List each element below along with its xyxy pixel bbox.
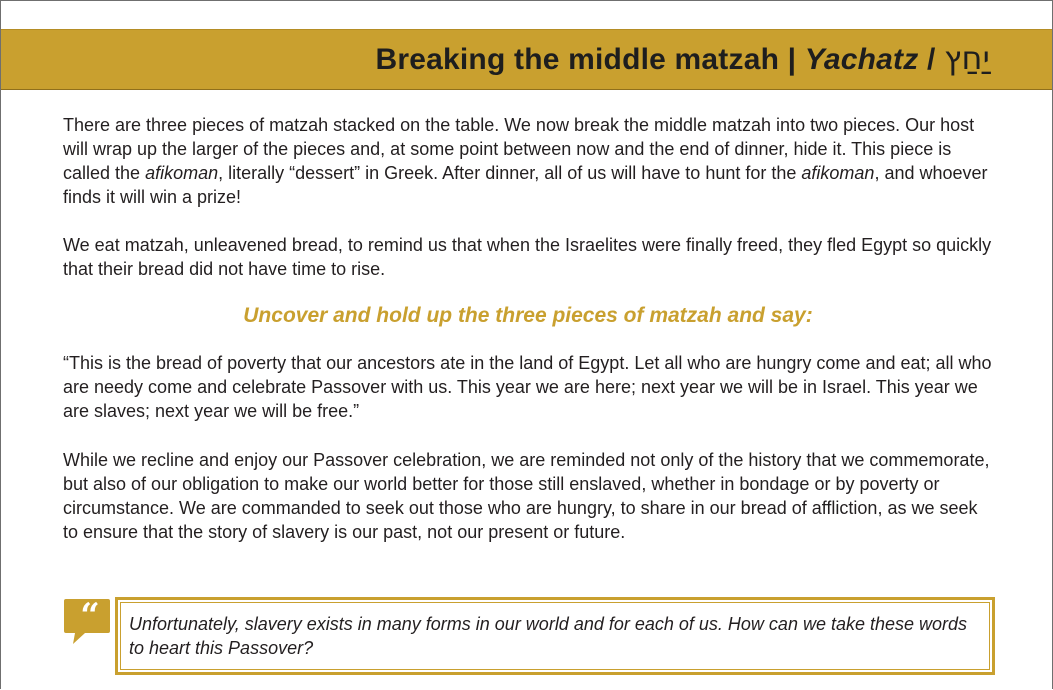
text-run: There are three pieces of matzah stacked on the table. We now break the middle matzah into two pieces. Our host will wrap up the larger of the pieces and, at some point between now and the end of dinner, hide it. This piece is called the xyxy=(63,115,975,183)
title-transliteration: Yachatz xyxy=(804,43,919,76)
paragraph-afikoman xyxy=(63,113,993,209)
discussion-callout xyxy=(63,597,993,671)
main-content xyxy=(63,113,993,544)
title-hebrew: יַחַץ xyxy=(944,39,990,77)
section-header xyxy=(1,29,1052,90)
paragraph-bread-of-poverty: “This is the bread of poverty that our ancestors ate in the land of Egypt. Let all who are hungry come and eat; all who are needy come and celebrate Passover with us. This year we are here; next year we will be in Israel. This year we are slaves; next year we will be free.” xyxy=(63,353,992,421)
title-main: Breaking the middle matzah | xyxy=(375,43,805,76)
term-afikoman: afikoman xyxy=(801,163,875,183)
svg-text:“: “ xyxy=(80,597,100,636)
discussion-question: Unfortunately, slavery exists in many forms in our world and for each of us. How can we take these words to heart this Passover? xyxy=(120,602,990,670)
text-run: , and whoever finds it will win a prize! xyxy=(63,163,988,207)
text-run: , literally “dessert” in Greek. After dinner, all of us will have to hunt for the xyxy=(218,163,802,183)
section-title xyxy=(375,39,990,77)
quote-bubble-icon xyxy=(63,597,111,645)
instruction-text: Uncover and hold up the three pieces of matzah and say: xyxy=(243,304,813,327)
paragraph-reflection: While we recline and enjoy our Passover celebration, we are reminded not only of the history that we commemorate, but also of our obligation to make our world better for those still enslaved, whether in bondage or by poverty or circumstance. We are commanded to seek out those who are hungry, to share in our bread of affliction, as we seek to ensure that the story of slavery is our past, not our present or future. xyxy=(63,450,990,542)
title-separator: / xyxy=(918,43,945,76)
term-afikoman: afikoman xyxy=(145,163,219,183)
discussion-box xyxy=(115,597,995,675)
paragraph-matzah: We eat matzah, unleavened bread, to remind us that when the Israelites were finally freed, they fled Egypt so quickly that their bread did not have time to rise. xyxy=(63,235,992,279)
